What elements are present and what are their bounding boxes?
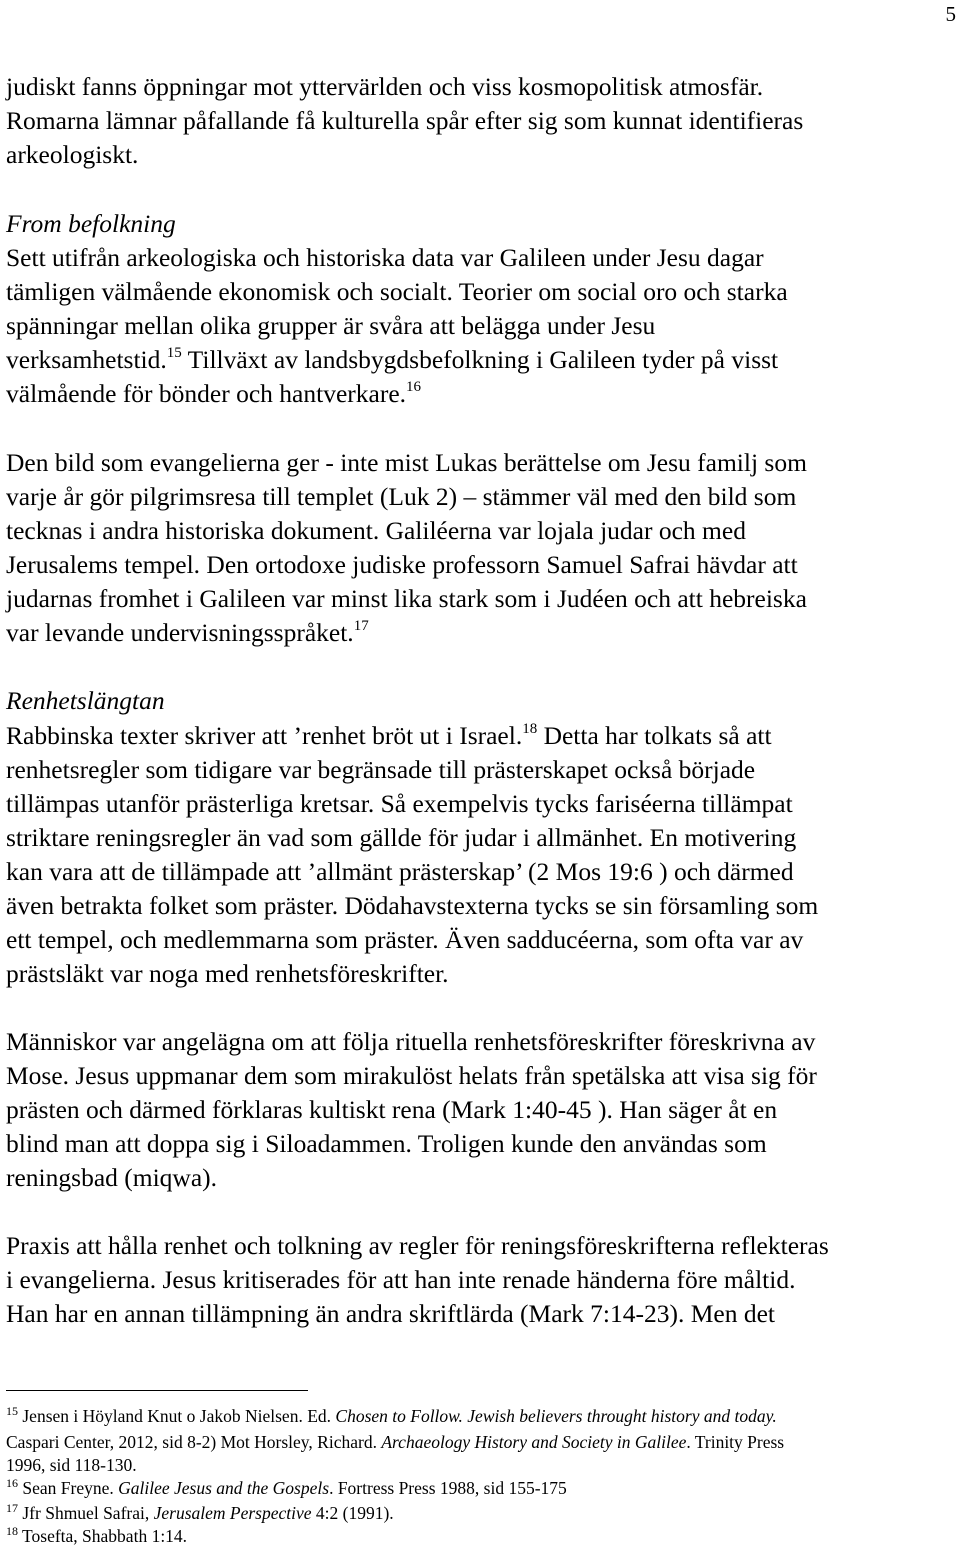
footnote-15-line-3: 1996, sid 118-130.: [6, 1455, 137, 1475]
section2-line-4: striktare reningsregler än vad som gällde för judar i allmänhet. En motivering: [6, 823, 797, 852]
footnote-17-part-c: 4:2 (1991).: [311, 1503, 394, 1523]
footnote-15-part-c: Caspari Center, 2012, sid 8-2) Mot Horsley, Richard.: [6, 1432, 382, 1452]
section2-line-3: tillämpas utanför prästerliga kretsar. Så exempelvis tycks fariséerna tillämpat: [6, 789, 793, 818]
footnote-15-title-1: Chosen to Follow. Jewish believers throught history and today.: [335, 1406, 777, 1426]
section-heading-from-befolkning: From befolkning: [6, 209, 176, 238]
footnote-ref-18[interactable]: 18: [522, 721, 538, 737]
section1-line-4: [6, 343, 778, 377]
paragraph2-line-4: Jerusalems tempel. Den ortodoxe judiske professorn Samuel Safrai hävdar att: [6, 550, 798, 579]
footnote-15-part-a: Jensen i Höyland Knut o Jakob Nielsen. Ed.: [18, 1406, 336, 1426]
paragraph4-line-3: Han har en annan tillämpning än andra skriftlärda (Mark 7:14-23). Men det: [6, 1299, 775, 1328]
section1-line-1: Sett utifrån arkeologiska och historiska data var Galileen under Jesu dagar: [6, 243, 764, 272]
paragraph3-line-5: reningsbad (miqwa).: [6, 1163, 218, 1192]
footnote-16-number: 16: [6, 1476, 18, 1490]
footnote-15-line-2: [6, 1431, 784, 1454]
paragraph3-line-2: Mose. Jesus uppmanar dem som mirakulöst helats från spetälska att visa sig för: [6, 1061, 817, 1090]
paragraph1-line-2: Romarna lämnar påfallande få kulturella spår efter sig som kunnat identifieras: [6, 106, 804, 135]
footnote-17-title: Jerusalem Perspective: [153, 1503, 312, 1523]
section1-line-3: spänningar mellan olika grupper är svåra att belägga under Jesu: [6, 311, 656, 340]
paragraph3-line-3: prästen och därmed förklaras kultiskt rena (Mark 1:40-45 ). Han säger åt en: [6, 1095, 778, 1124]
footnote-separator: [6, 1390, 308, 1391]
footnote-18: [6, 1525, 187, 1548]
footnote-17: [6, 1502, 394, 1525]
footnote-15-line-1: [6, 1405, 777, 1428]
section2-line-1: [6, 719, 772, 753]
page-number: 5: [945, 2, 956, 26]
paragraph3-line-1: Människor var angelägna om att följa rituella renhetsföreskrifter föreskrivna av: [6, 1027, 816, 1056]
footnote-16-part-a: Sean Freyne.: [18, 1478, 119, 1498]
paragraph2-line-5: judarnas fromhet i Galileen var minst lika stark som i Judéen och att hebreiska: [6, 584, 807, 613]
footnote-ref-16[interactable]: 16: [406, 379, 422, 395]
footnote-18-number: 18: [6, 1524, 18, 1538]
footnote-15-part-e: . Trinity Press: [686, 1432, 785, 1452]
paragraph1-line-1: judiskt fanns öppningar mot yttervärlden och viss kosmopolitisk atmosfär.: [6, 72, 764, 101]
footnote-ref-17[interactable]: 17: [353, 618, 369, 634]
section2-line-8: prästsläkt var noga med renhetsföreskrifter.: [6, 959, 449, 988]
section1-line-4-text: verksamhetstid.: [6, 345, 167, 374]
footnote-15-number: 15: [6, 1404, 18, 1418]
section2-line-7: ett tempel, och medlemmarna som präster. Även sadducéerna, som ofta var av: [6, 925, 804, 954]
paragraph2-line-2: varje år gör pilgrimsresa till templet (Luk 2) – stämmer väl med den bild som: [6, 482, 797, 511]
paragraph4-line-1: Praxis att hålla renhet och tolkning av regler för reningsföreskrifterna reflekteras: [6, 1231, 829, 1260]
paragraph2-line-1: Den bild som evangelierna ger - inte mist Lukas berättelse om Jesu familj som: [6, 448, 807, 477]
section1-line-4-rest: Tillväxt av landsbygdsbefolkning i Galileen tyder på visst: [181, 345, 779, 374]
footnote-16: [6, 1477, 567, 1500]
section1-line-5-text: välmående för bönder och hantverkare.: [6, 379, 407, 408]
paragraph2-line-6: [6, 616, 369, 650]
footnote-ref-15[interactable]: 15: [166, 345, 182, 361]
section2-line-5: kan vara att de tillämpade att ’allmänt prästerskap’ (2 Mos 19:6 ) och därmed: [6, 857, 794, 886]
paragraph2-line-6-text: var levande undervisningsspråket.: [6, 618, 354, 647]
paragraph2-line-3: tecknas i andra historiska dokument. Galiléerna var lojala judar och med: [6, 516, 746, 545]
footnote-18-part-a: Tosefta, Shabbath 1:14.: [18, 1526, 188, 1546]
section1-line-5: [6, 377, 421, 411]
section1-line-2: tämligen välmående ekonomisk och socialt. Teorier om social oro och starka: [6, 277, 788, 306]
footnote-16-title: Galilee Jesus and the Gospels: [118, 1478, 330, 1498]
footnote-15-title-2: Archaeology History and Society in Galilee: [381, 1432, 687, 1452]
footnote-17-part-a: Jfr Shmuel Safrai,: [18, 1503, 154, 1523]
paragraph1-line-3: arkeologiskt.: [6, 140, 139, 169]
paragraph3-line-4: blind man att doppa sig i Siloadammen. Troligen kunde den användas som: [6, 1129, 767, 1158]
footnote-16-part-c: . Fortress Press 1988, sid 155-175: [329, 1478, 567, 1498]
paragraph4-line-2: i evangelierna. Jesus kritiserades för att han inte renade händerna före måltid.: [6, 1265, 796, 1294]
section2-line-2: renhetsregler som tidigare var begränsade till prästerskapet också började: [6, 755, 756, 784]
section-heading-renhetslangtan: Renhetslängtan: [6, 686, 165, 715]
section2-line-1-text: Rabbinska texter skriver att ’renhet bröt ut i Israel.: [6, 721, 523, 750]
footnote-17-number: 17: [6, 1501, 18, 1515]
section2-line-1-rest: Detta har tolkats så att: [537, 721, 772, 750]
section2-line-6: även betrakta folket som präster. Dödahavstexterna tycks se sin församling som: [6, 891, 819, 920]
